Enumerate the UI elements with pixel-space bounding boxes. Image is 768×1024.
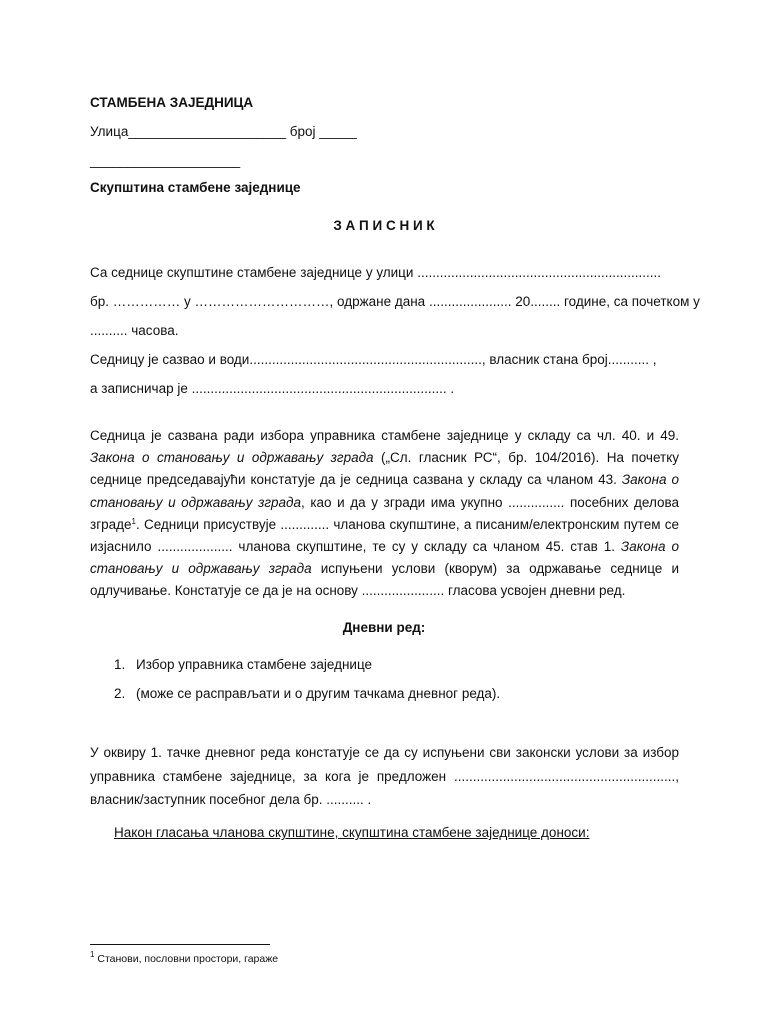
street-line: Улица_____________________ број _____ [90,124,357,139]
body-text-3: , као и да у згради има укупно ............... посебних делова зграде [90,494,680,532]
intro-line-2: бр. …………… у …………………………, одржане дана ...................... 20........ године, са почетком у [90,294,700,309]
footnote [90,950,279,965]
org-heading: СТАМБЕНА ЗАЈЕДНИЦА [90,95,254,110]
agenda-item-2-number: 2. [114,686,126,701]
body-text-2: („Сл. гласник РС“, бр. 104/2016). На почетку седнице председавајући констатује да је седница сазвана у складу са чланом 43. [90,450,680,488]
agenda-heading: Дневни ред: [342,620,426,635]
footnote-mark: 1 [90,950,95,959]
body-paragraph [90,425,679,603]
body-text-1: Седница је сазвана ради избора управника стамбене заједнице у складу са чл. 40. и 49. [90,428,679,443]
footnote-separator [90,944,270,945]
intro-line-5: а записничар је .................................................................... . [90,381,455,396]
document-title: З А П И С Н И К [333,218,435,233]
body-text-4: . Седници присуствује ............. чланова скупштине, а писаним/електронским путем се изјаснило .................... чланова скупштине, те су у складу са чланом 45. став 1. [90,516,679,555]
footnote-reference[interactable]: 1 [131,516,136,526]
agenda-item-1-number: 1. [114,657,126,672]
law-title-3: Закона о становању и одржавању зграда [90,539,679,577]
agenda-item-2-text: (може се расправљати и о другим тачкама дневног реда). [136,686,501,701]
law-title-1: Закона о становању и одржавању зграда [90,450,374,466]
intro-line-1: Са седнице скупштине стамбене заједнице у улици ................................................................. [90,265,662,280]
decision-line: Након гласања чланова скупштине, скупштина стамбене заједнице доноси: [114,825,590,840]
item1-paragraph: У оквиру 1. тачке дневног реда констатује се да су испуњени сви законски услови за избор управника стамбене заједнице, за кога је предложен ..........................................................., власник/заступник посебног дела бр. .......... . [90,745,679,807]
assembly-heading: Скупштина стамбене заједнице [90,180,301,195]
law-title-2: Закона о становању и одржавању зграда [90,472,679,510]
intro-line-4: Седницу је сазвао и води.............................................................., власник стана број........... , [90,352,657,367]
body-text-5: испуњени услови (кворум) за одржавање седнице и одлучивање. Констатује се да је на основу ...................... гласова усвојен дневни ред. [90,561,679,599]
intro-line-3: .......... часова. [90,323,179,338]
footnote-text: Станови, пословни простори, гараже [94,953,279,965]
blank-line: ____________________ [90,153,241,168]
agenda-item-1-text: Избор управника стамбене заједнице [136,657,373,672]
